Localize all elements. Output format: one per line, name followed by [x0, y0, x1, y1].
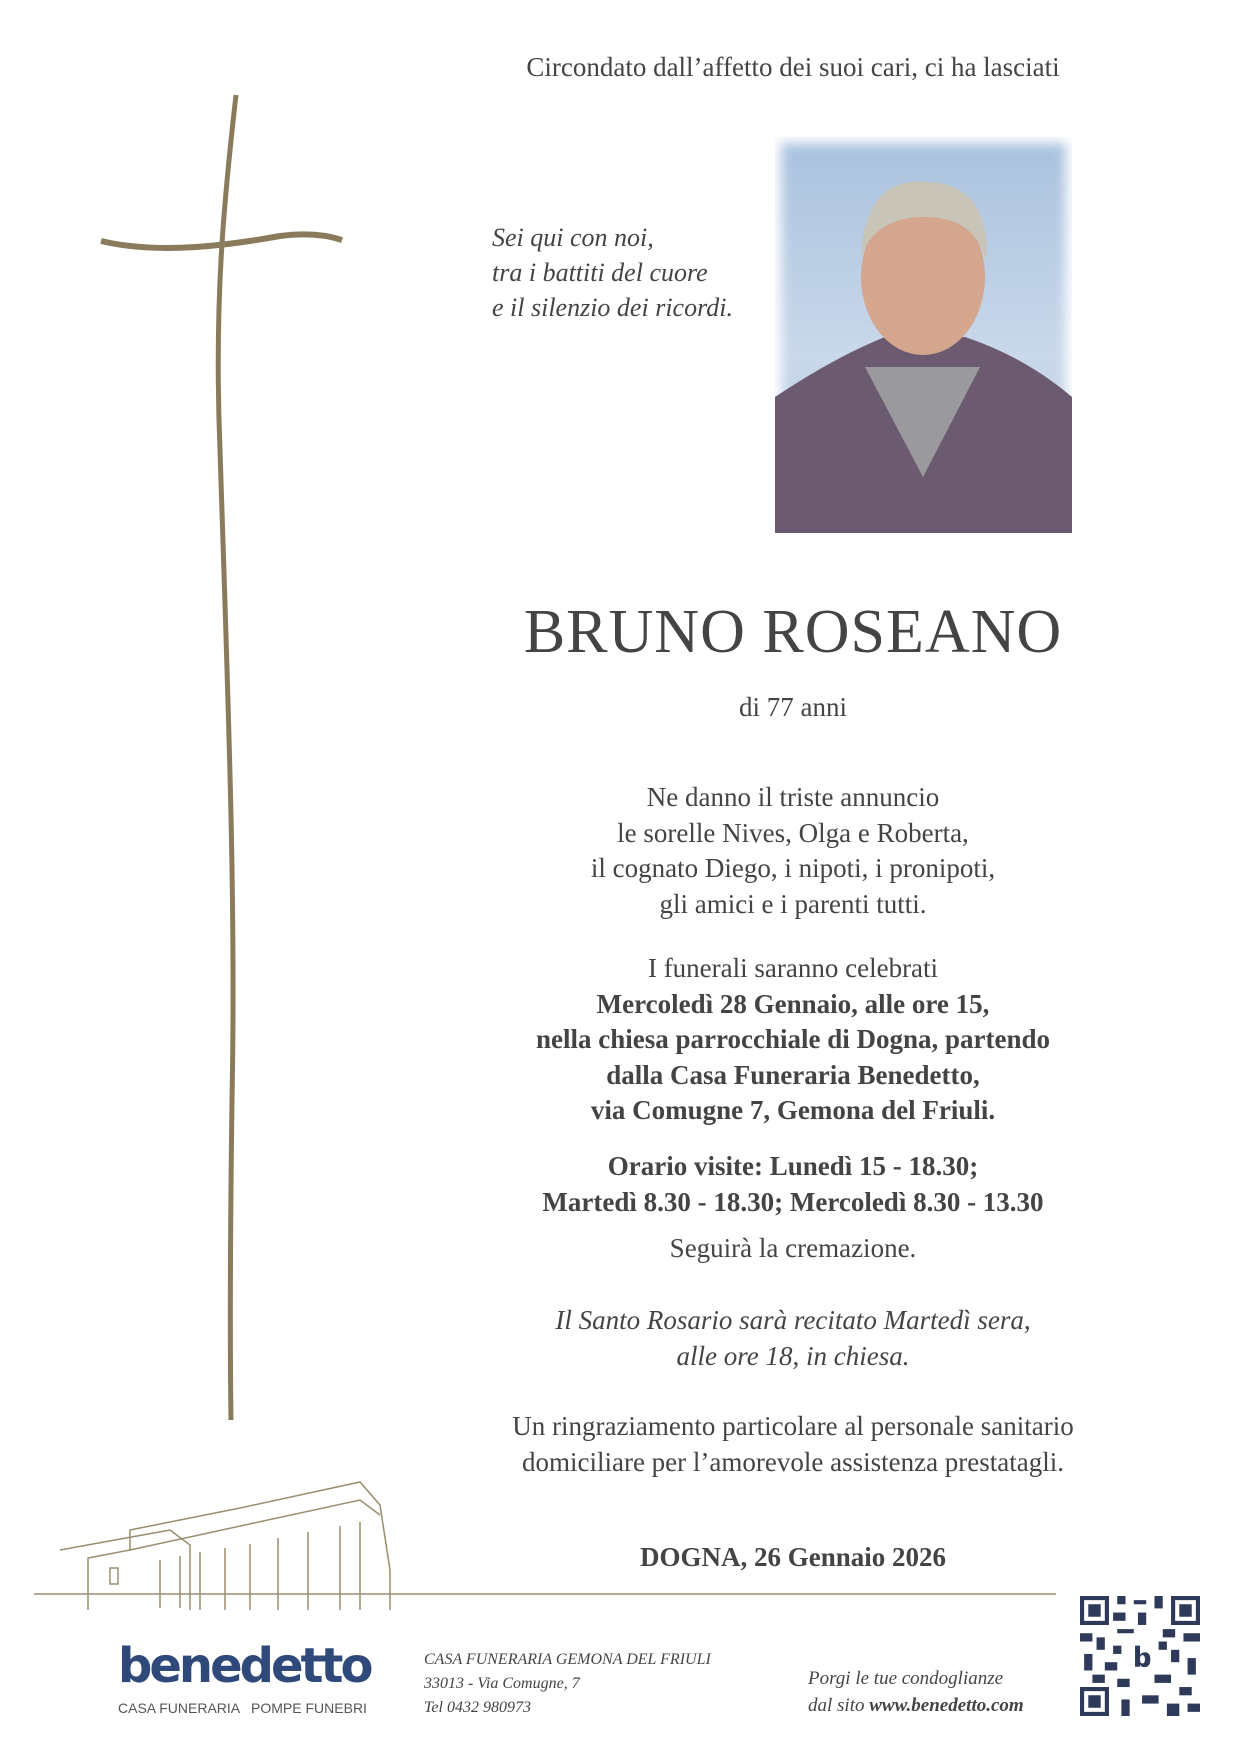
- thanks-line: Un ringraziamento particolare al personale sanitario: [512, 1411, 1074, 1441]
- poem-line: e il silenzio dei ricordi.: [492, 293, 733, 322]
- visit-line: Orario visite: Lunedì 15 - 18.30;: [607, 1151, 979, 1181]
- announcement-line: Ne danno il triste annuncio: [646, 782, 940, 812]
- deceased-name: BRUNO ROSEANO: [523, 598, 1063, 666]
- age: di 77 anni: [739, 692, 847, 722]
- qr-code-icon[interactable]: [1080, 1594, 1200, 1718]
- site-prefix: dal sito: [808, 1695, 870, 1716]
- condolences-site: [808, 1695, 1024, 1717]
- cross-icon: [0, 0, 400, 1460]
- logo-subtitle: CASA FUNERARIA POMPE FUNEBRI: [118, 1700, 367, 1716]
- announcement-line: gli amici e i parenti tutti.: [659, 888, 927, 919]
- announcement-line: le sorelle Nives, Olga e Roberta,: [617, 817, 969, 848]
- funeral-intro: I funerali saranno celebrati: [647, 953, 939, 983]
- address-line: 33013 - Via Comugne, 7: [424, 1675, 580, 1692]
- portrait-photo: [775, 137, 1072, 533]
- funeral-line: nella chiesa parrocchiale di Dogna, partendo: [535, 1024, 1050, 1054]
- website-link[interactable]: www.benedetto.com: [869, 1695, 1024, 1716]
- place-date: DOGNA, 26 Gennaio 2026: [639, 1542, 947, 1572]
- funeral-line: via Comugne 7, Gemona del Friuli.: [590, 1095, 996, 1125]
- funeral-line: Mercoledì 28 Gennaio, alle ore 15,: [596, 988, 990, 1019]
- announcement: [440, 780, 1146, 922]
- condolences-text: Porgi le tue condoglianze: [808, 1668, 1004, 1689]
- funeral-line: dalla Casa Funeraria Benedetto,: [606, 1059, 980, 1090]
- poem: [492, 220, 733, 325]
- visit-line: Martedì 8.30 - 18.30; Mercoledì 8.30 - 13.30: [542, 1186, 1044, 1217]
- funeral-home-building-icon: [0, 1470, 1080, 1620]
- poem-line: Sei qui con noi,: [492, 223, 654, 252]
- poem-line: tra i battiti del cuore: [492, 258, 708, 287]
- announcement-line: il cognato Diego, i nipoti, i pronipoti,: [590, 853, 996, 883]
- visit-hours: [440, 1149, 1146, 1220]
- address-line: Tel 0432 980973: [424, 1699, 531, 1716]
- rosary-line: alle ore 18, in chiesa.: [676, 1340, 910, 1371]
- cremation-note: Seguirà la cremazione.: [669, 1233, 917, 1263]
- rosary-note: [440, 1303, 1146, 1374]
- thanks-line: domiciliare per l’amorevole assistenza prestatagli.: [521, 1446, 1065, 1477]
- header-text: Circondato dall’affetto dei suoi cari, ci ha lasciati: [526, 52, 1060, 82]
- funeral-info: [440, 951, 1146, 1129]
- rosary-line: Il Santo Rosario sarà recitato Martedì sera,: [555, 1305, 1031, 1335]
- address-line: CASA FUNERARIA GEMONA DEL FRIULI: [424, 1651, 711, 1668]
- benedetto-logo: benedetto: [118, 1638, 371, 1694]
